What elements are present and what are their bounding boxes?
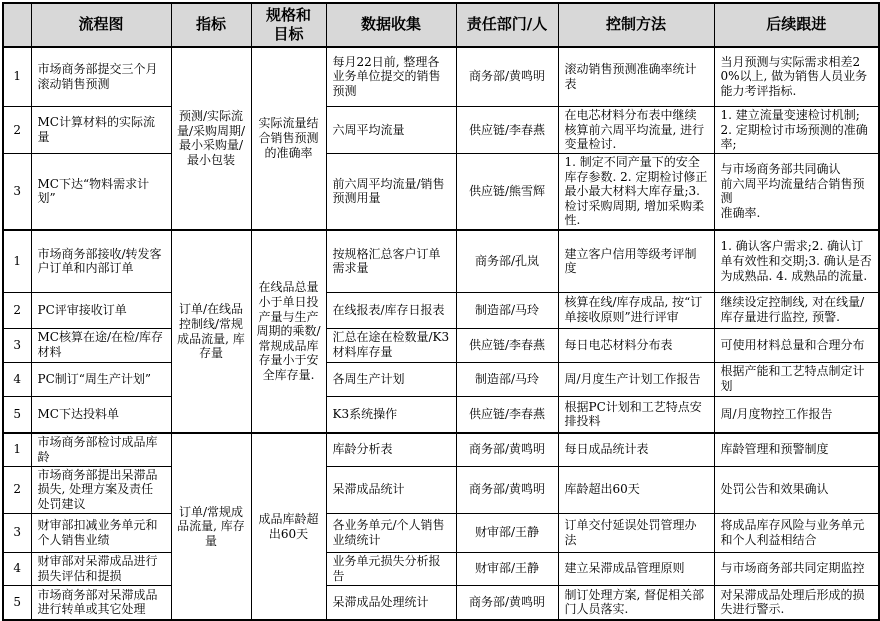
cell-follow-up: 与市场商务部共同定期监控: [714, 552, 879, 585]
cell-process-step: 市场商务部提交三个月滚动销售预测: [31, 47, 171, 107]
cell-data-collection: 业务单元损失分析报告: [326, 552, 456, 585]
col-header-control-method: 控制方法: [558, 3, 714, 47]
col-header-follow-up: 后续跟进: [714, 3, 879, 47]
row-number: 3: [3, 153, 31, 230]
cell-control-method: 每日成品统计表: [558, 433, 714, 466]
col-header-data-collection: 数据收集: [326, 3, 456, 47]
row-number: 3: [3, 513, 31, 552]
cell-follow-up: 根据产能和工艺特点制定计划: [714, 362, 879, 396]
cell-process-step: 市场商务部提出呆滞品损失, 处理方案及责任处罚建议: [31, 466, 171, 513]
cell-control-method: 库龄超出60天: [558, 466, 714, 513]
cell-data-collection: 库龄分析表: [326, 433, 456, 466]
cell-process-step: PC评审接收订单: [31, 292, 171, 328]
cell-follow-up: 与市场商务部共同确认 前六周平均流量结合销售预测 准确率.: [714, 153, 879, 230]
row-number: 5: [3, 396, 31, 433]
cell-responsible: 商务部/黄鸣明: [456, 47, 558, 107]
cell-data-collection: 每月22日前, 整理各业务单位提交的销售预测: [326, 47, 456, 107]
cell-control-method: 1. 制定不同产量下的安全库存参数. 2. 定期检讨修正最小最大材料大库存量;3. 检讨采购周期, 增加采购柔性.: [558, 153, 714, 230]
cell-process-step: 市场商务部检讨成品库龄: [31, 433, 171, 466]
cell-responsible: 商务部/黄鸣明: [456, 433, 558, 466]
col-header-indicator: 指标: [171, 3, 251, 47]
cell-data-collection: 呆滞成品处理统计: [326, 585, 456, 620]
cell-responsible: 供应链/李春燕: [456, 396, 558, 433]
cell-data-collection: 呆滞成品统计: [326, 466, 456, 513]
table-row: [3, 362, 879, 396]
cell-follow-up: 对呆滞成品处理后形成的损失进行警示.: [714, 585, 879, 620]
cell-responsible: 财审部/王静: [456, 513, 558, 552]
cell-control-method: 根据PC计划和工艺特点安排投料: [558, 396, 714, 433]
cell-process-step: 市场商务部对呆滞成品进行转单或其它处理: [31, 585, 171, 620]
cell-responsible: 商务部/孔岚: [456, 230, 558, 292]
cell-control-method: 每日电芯材料分布表: [558, 328, 714, 362]
cell-control-method: 建立呆滞成品管理原则: [558, 552, 714, 585]
cell-data-collection: 按规格汇总客户订单需求量: [326, 230, 456, 292]
cell-control-method: 订单交付延误处罚管理办法: [558, 513, 714, 552]
cell-process-step: 市场商务部接收/转发客户订单和内部订单: [31, 230, 171, 292]
table-row: [3, 466, 879, 513]
cell-data-collection: 前六周平均流量/销售预测用量: [326, 153, 456, 230]
cell-follow-up: 1. 建立流量变速检讨机制; 2. 定期检讨市场预测的准确率;: [714, 107, 879, 154]
cell-control-method: 制订处理方案, 督促相关部门人员落实.: [558, 585, 714, 620]
cell-data-collection: 在线报表/库存日报表: [326, 292, 456, 328]
cell-data-collection: 各业务单元/个人销售业绩统计: [326, 513, 456, 552]
table-row: [3, 585, 879, 620]
table-row: [3, 552, 879, 585]
row-number: 1: [3, 433, 31, 466]
cell-responsible: 财审部/王静: [456, 552, 558, 585]
table-row: [3, 47, 879, 107]
row-number: 2: [3, 292, 31, 328]
row-number: 5: [3, 585, 31, 620]
col-header-spec-target: 规格和 目标: [251, 3, 326, 47]
cell-process-step: MC计算材料的实际流量: [31, 107, 171, 154]
cell-follow-up: 当月预测与实际需求相差20%以上, 做为销售人员业务能力考评指标.: [714, 47, 879, 107]
cell-indicator: 订单/常规成品流量, 库存量: [171, 433, 251, 620]
cell-responsible: 商务部/黄鸣明: [456, 466, 558, 513]
cell-data-collection: 汇总在途在检数量/K3材料库存量: [326, 328, 456, 362]
table-row: [3, 396, 879, 433]
cell-control-method: 核算在线/库存成品, 按“订单接收原则”进行评审: [558, 292, 714, 328]
table-row: [3, 328, 879, 362]
cell-process-step: 财审部对呆滞成品进行损失评估和提损: [31, 552, 171, 585]
table-row: [3, 230, 879, 292]
col-header-number: [3, 3, 31, 47]
cell-follow-up: 处罚公告和效果确认: [714, 466, 879, 513]
process-control-table: [2, 2, 880, 621]
cell-follow-up: 继续设定控制线, 对在线量/库存量进行监控, 预警.: [714, 292, 879, 328]
table-row: [3, 433, 879, 466]
cell-control-method: 滚动销售预测准确率统计表: [558, 47, 714, 107]
col-header-responsible: 责任部门/人: [456, 3, 558, 47]
cell-follow-up: 可使用材料总量和合理分布: [714, 328, 879, 362]
cell-responsible: 供应链/李春燕: [456, 328, 558, 362]
cell-process-step: MC下达投料单: [31, 396, 171, 433]
row-number: 3: [3, 328, 31, 362]
cell-process-step: 财审部扣减业务单元和个人销售业绩: [31, 513, 171, 552]
cell-control-method: 建立客户信用等级考评制度: [558, 230, 714, 292]
cell-responsible: 供应链/李春燕: [456, 107, 558, 154]
cell-follow-up: 1. 确认客户需求;2. 确认订单有效性和交期;3. 确认是否为成熟品. 4. 成熟品的流量.: [714, 230, 879, 292]
cell-control-method: 周/月度生产计划工作报告: [558, 362, 714, 396]
cell-process-step: PC制订“周生产计划”: [31, 362, 171, 396]
row-number: 2: [3, 466, 31, 513]
table-row: [3, 292, 879, 328]
cell-responsible: 供应链/熊雪辉: [456, 153, 558, 230]
cell-responsible: 制造部/马玲: [456, 362, 558, 396]
cell-spec-target: 成品库龄超出60天: [251, 433, 326, 620]
cell-follow-up: 库龄管理和预警制度: [714, 433, 879, 466]
row-number: 4: [3, 362, 31, 396]
cell-follow-up: 将成品库存风险与业务单元和个人利益相结合: [714, 513, 879, 552]
cell-indicator: 订单/在线品控制线/常规成品流量, 库存量: [171, 230, 251, 433]
header-row: [3, 3, 879, 47]
row-number: 4: [3, 552, 31, 585]
col-header-flowchart: 流程图: [31, 3, 171, 47]
cell-data-collection: 六周平均流量: [326, 107, 456, 154]
row-number: 2: [3, 107, 31, 154]
row-number: 1: [3, 47, 31, 107]
cell-spec-target: 在线品总量小于单日投产量与生产周期的乘数/常规成品库存量小于安全库存量.: [251, 230, 326, 433]
table-row: [3, 153, 879, 230]
cell-data-collection: K3系统操作: [326, 396, 456, 433]
table-row: [3, 513, 879, 552]
cell-spec-target: 实际流量结合销售预测的准确率: [251, 47, 326, 231]
cell-responsible: 制造部/马玲: [456, 292, 558, 328]
cell-follow-up: 周/月度物控工作报告: [714, 396, 879, 433]
cell-process-step: MC核算在途/在检/库存材料: [31, 328, 171, 362]
cell-responsible: 商务部/黄鸣明: [456, 585, 558, 620]
cell-data-collection: 各周生产计划: [326, 362, 456, 396]
row-number: 1: [3, 230, 31, 292]
cell-control-method: 在电芯材料分布表中继续核算前六周平均流量, 进行变量检讨.: [558, 107, 714, 154]
table-row: [3, 107, 879, 154]
cell-process-step: MC下达“物料需求计划”: [31, 153, 171, 230]
cell-indicator: 预测/实际流量/采购周期/最小采购量/最小包装: [171, 47, 251, 231]
